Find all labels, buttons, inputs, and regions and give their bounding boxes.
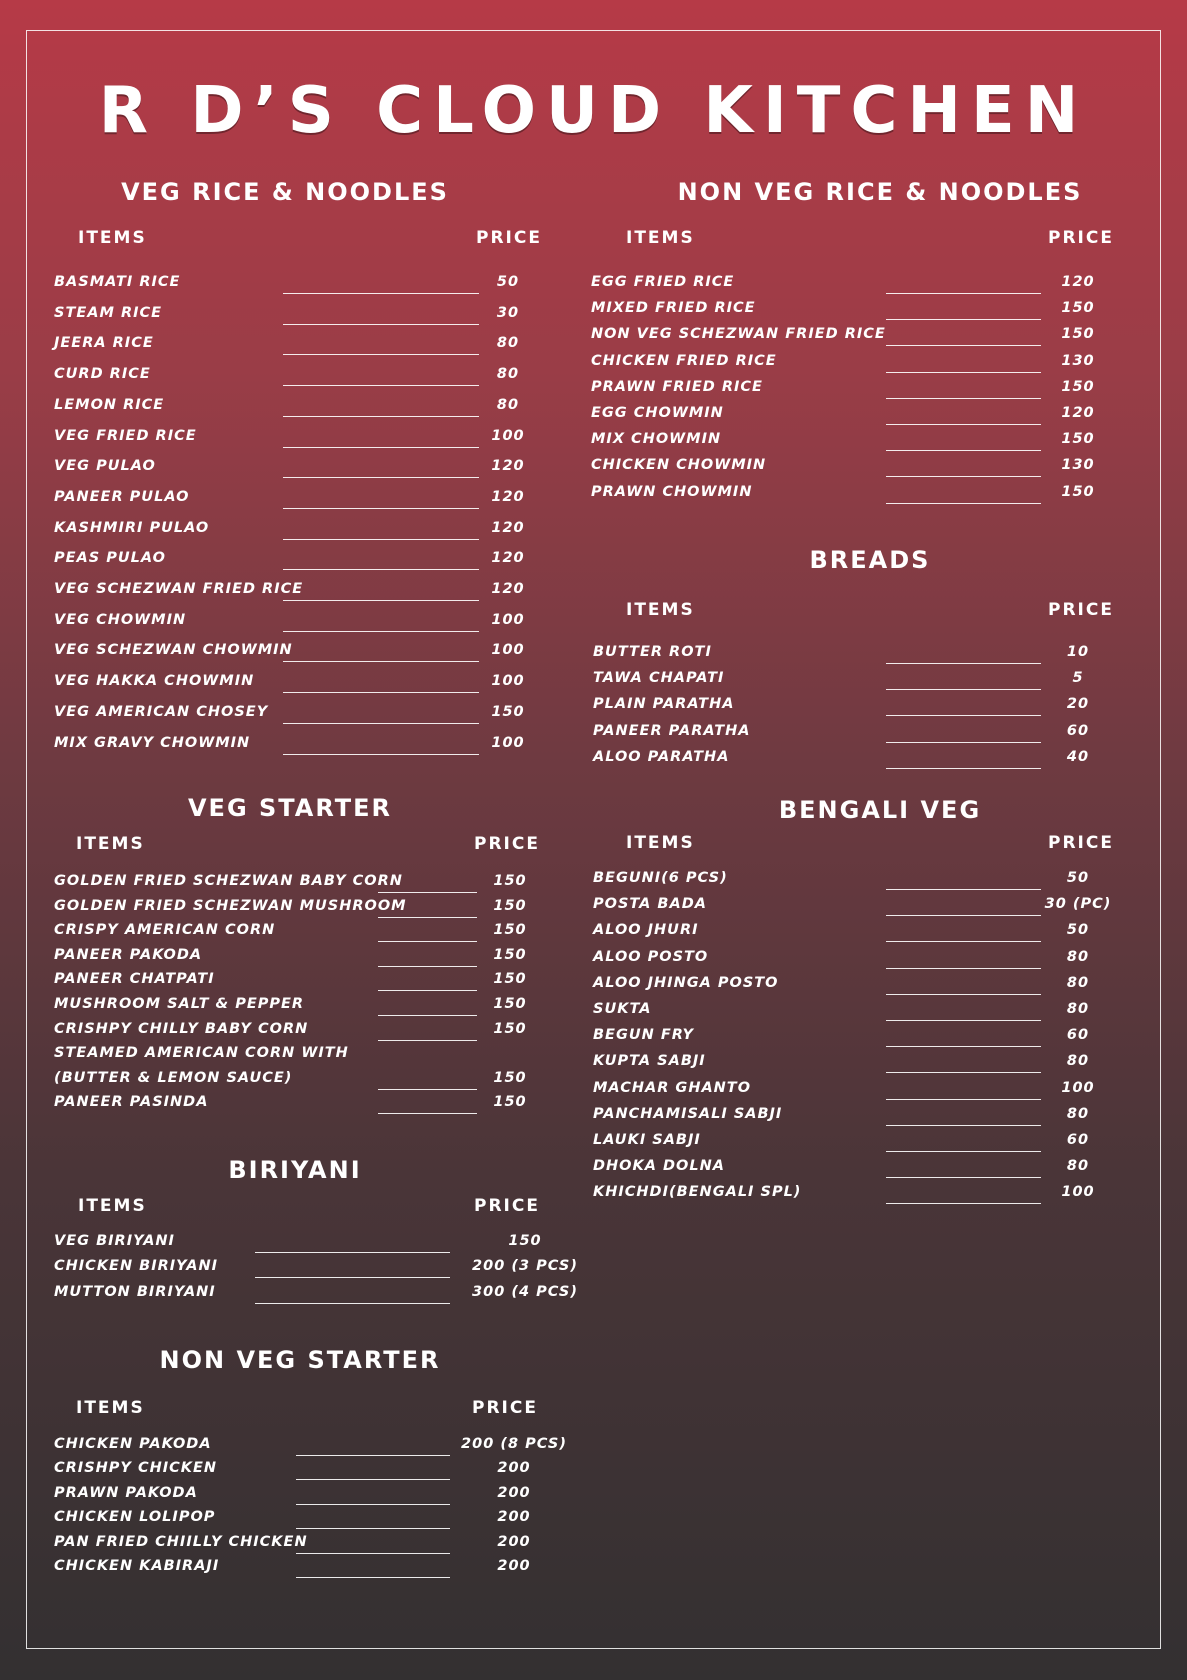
- menu-item-price: 150: [1061, 378, 1095, 395]
- leader-line: [886, 293, 1041, 294]
- menu-item-name: CHICKEN LOLIPOP: [54, 1509, 216, 1526]
- menu-item-price: 60: [1066, 1132, 1090, 1148]
- menu-item-price: 30 (PC): [1044, 896, 1112, 913]
- menu-item-name: ALOO PARATHA: [593, 748, 730, 765]
- leader-line: [886, 450, 1041, 451]
- menu-item-name: PANEER PARATHA: [593, 722, 751, 739]
- leader-line: [886, 968, 1041, 969]
- leader-line: [886, 1203, 1041, 1204]
- leader-line: [886, 768, 1041, 769]
- menu-item-name: CHICKEN BIRIYANI: [54, 1258, 219, 1275]
- leader-line: [886, 476, 1041, 477]
- menu-item-price: 5: [1072, 670, 1084, 687]
- menu-item-name: MIX CHOWMIN: [591, 431, 722, 448]
- menu-item-price: 50: [1066, 922, 1090, 939]
- menu-item-price: 100: [491, 642, 525, 659]
- menu-item-name: (BUTTER & LEMON SAUCE): [54, 1069, 293, 1086]
- menu-item-price: 130: [1061, 457, 1095, 474]
- leader-line: [283, 293, 479, 294]
- price-header: PRICE: [476, 228, 542, 248]
- menu-item-name: SUKTA: [593, 1001, 652, 1017]
- menu-item-name: CHICKEN FRIED RICE: [591, 352, 777, 369]
- leader-line: [296, 1479, 450, 1480]
- menu-item-price: 120: [491, 581, 525, 597]
- section-title: BENGALI VEG: [778, 796, 982, 824]
- leader-line: [886, 994, 1041, 995]
- menu-item-price: 150: [493, 946, 527, 963]
- menu-item-price: 10: [1066, 644, 1090, 660]
- menu-item-price: 150: [1061, 431, 1095, 448]
- menu-item-price: 150: [1061, 300, 1095, 317]
- menu-item-name: KUPTA SABJI: [593, 1053, 706, 1070]
- menu-item-price: 300 (4 PCS): [472, 1283, 578, 1300]
- leader-line: [283, 754, 479, 755]
- menu-item-price: 150: [491, 703, 525, 720]
- leader-line: [886, 503, 1041, 504]
- menu-item-price: 60: [1066, 722, 1090, 739]
- leader-line: [283, 385, 479, 386]
- items-header: ITEMS: [78, 1196, 147, 1216]
- leader-line: [886, 889, 1041, 890]
- menu-item-name: POSTA BADA: [593, 896, 707, 913]
- leader-line: [886, 1177, 1041, 1178]
- menu-item-name: GOLDEN FRIED SCHEZWAN BABY CORN: [54, 873, 403, 889]
- leader-line: [296, 1504, 450, 1505]
- menu-item-price: 50: [496, 274, 520, 290]
- leader-line: [886, 663, 1041, 664]
- menu-item-price: 150: [493, 1020, 527, 1037]
- menu-item-name: PANEER PULAO: [54, 488, 190, 505]
- menu-item-price: 200: [497, 1460, 531, 1477]
- items-header: ITEMS: [626, 228, 695, 248]
- menu-item-price: 80: [1066, 974, 1090, 991]
- leader-line: [255, 1303, 450, 1304]
- menu-item-name: VEG CHOWMIN: [54, 611, 187, 628]
- leader-line: [283, 631, 479, 632]
- menu-item-price: 40: [1066, 748, 1090, 765]
- menu-item-name: STEAM RICE: [54, 304, 163, 321]
- menu-item-name: PRAWN FRIED RICE: [591, 378, 763, 395]
- menu-item-name: TAWA CHAPATI: [593, 670, 725, 687]
- menu-border: [26, 30, 1161, 1649]
- menu-item-name: VEG FRIED RICE: [54, 427, 197, 444]
- leader-line: [255, 1277, 450, 1278]
- menu-item-price: 200: [497, 1558, 531, 1574]
- price-header: PRICE: [474, 834, 540, 854]
- menu-item-price: 150: [493, 897, 527, 914]
- menu-item-price: 120: [1061, 274, 1095, 290]
- leader-line: [283, 569, 479, 570]
- menu-item-name: PANEER PASINDA: [54, 1094, 209, 1111]
- menu-item-price: 200 (3 PCS): [472, 1258, 578, 1275]
- leader-line: [283, 354, 479, 355]
- menu-item-price: 130: [1061, 352, 1095, 369]
- leader-line: [378, 1015, 477, 1016]
- menu-item-price: 20: [1066, 696, 1090, 713]
- price-header: PRICE: [472, 1398, 538, 1418]
- menu-item-price: 120: [491, 488, 525, 505]
- leader-line: [378, 1089, 477, 1090]
- menu-item-price: 120: [491, 458, 525, 475]
- leader-line: [886, 941, 1041, 942]
- items-header: ITEMS: [76, 1398, 145, 1418]
- leader-line: [283, 539, 479, 540]
- leader-line: [283, 477, 479, 478]
- menu-item-name: MACHAR GHANTO: [593, 1079, 752, 1096]
- menu-item-name: VEG BIRIYANI: [54, 1233, 175, 1249]
- section-title: BIRIYANI: [228, 1156, 362, 1184]
- section-title: NON VEG STARTER: [159, 1346, 441, 1374]
- menu-item-price: 80: [496, 396, 520, 413]
- menu-item-name: VEG SCHEZWAN CHOWMIN: [54, 642, 293, 659]
- section-title: NON VEG RICE & NOODLES: [677, 178, 1083, 206]
- price-header: PRICE: [1048, 600, 1114, 620]
- menu-item-name: PANEER CHATPATI: [54, 971, 215, 988]
- price-header: PRICE: [474, 1196, 540, 1216]
- menu-item-name: VEG HAKKA CHOWMIN: [54, 673, 255, 690]
- leader-line: [886, 915, 1041, 916]
- leader-line: [886, 372, 1041, 373]
- items-header: ITEMS: [626, 833, 695, 853]
- menu-item-name: DHOKA DOLNA: [593, 1158, 725, 1175]
- menu-item-price: 100: [1061, 1184, 1095, 1201]
- menu-item-name: PAN FRIED CHIILLY CHICKEN: [54, 1533, 308, 1550]
- leader-line: [378, 941, 477, 942]
- menu-item-name: PANCHAMISALI SABJI: [593, 1105, 783, 1122]
- menu-item-price: 100: [491, 427, 525, 444]
- leader-line: [378, 990, 477, 991]
- menu-item-price: 80: [496, 366, 520, 383]
- leader-line: [283, 692, 479, 693]
- menu-item-price: 80: [1066, 1158, 1090, 1175]
- menu-item-price: 100: [491, 611, 525, 628]
- menu-item-name: STEAMED AMERICAN CORN WITH: [54, 1045, 349, 1062]
- leader-line: [378, 966, 477, 967]
- leader-line: [283, 723, 479, 724]
- menu-item-price: 200: [497, 1509, 531, 1526]
- menu-item-name: PRAWN PAKODA: [54, 1484, 198, 1501]
- menu-item-name: ALOO POSTO: [593, 948, 709, 965]
- leader-line: [378, 917, 477, 918]
- menu-item-name: BUTTER ROTI: [593, 644, 712, 660]
- menu-item-name: BEGUN FRY: [593, 1027, 695, 1044]
- items-header: ITEMS: [626, 600, 695, 620]
- menu-item-name: PLAIN PARATHA: [593, 696, 735, 713]
- menu-item-name: BEGUNI(6 PCS): [593, 870, 728, 886]
- menu-item-price: 200: [497, 1484, 531, 1501]
- menu-item-price: 80: [1066, 1053, 1090, 1070]
- leader-line: [283, 600, 479, 601]
- leader-line: [886, 742, 1041, 743]
- menu-item-price: 150: [493, 1069, 527, 1086]
- menu-item-name: VEG PULAO: [54, 458, 156, 475]
- menu-item-price: 100: [491, 673, 525, 690]
- menu-item-name: PANEER PAKODA: [54, 946, 203, 963]
- leader-line: [283, 508, 479, 509]
- leader-line: [886, 345, 1041, 346]
- menu-item-name: CURD RICE: [54, 366, 151, 383]
- menu-item-name: EGG FRIED RICE: [591, 274, 735, 290]
- menu-item-price: 80: [1066, 948, 1090, 965]
- menu-item-price: 120: [1061, 405, 1095, 421]
- menu-item-price: 200: [497, 1533, 531, 1550]
- menu-item-name: LAUKI SABJI: [593, 1132, 701, 1148]
- menu-item-name: VEG AMERICAN CHOSEY: [54, 703, 269, 720]
- leader-line: [886, 1046, 1041, 1047]
- menu-item-name: CRISHPY CHILLY BABY CORN: [54, 1020, 309, 1037]
- menu-item-price: 150: [493, 996, 527, 1012]
- menu-item-name: CHICKEN KABIRAJI: [54, 1558, 220, 1574]
- menu-item-name: PEAS PULAO: [54, 550, 166, 567]
- menu-item-name: MIXED FRIED RICE: [591, 300, 756, 317]
- menu-item-name: KASHMIRI PULAO: [54, 519, 210, 536]
- leader-line: [296, 1455, 450, 1456]
- menu-item-price: 200 (8 PCS): [461, 1436, 567, 1452]
- menu-item-name: VEG SCHEZWAN FRIED RICE: [54, 581, 304, 597]
- leader-line: [886, 1125, 1041, 1126]
- section-title: VEG RICE & NOODLES: [121, 178, 449, 206]
- menu-item-price: 30: [496, 304, 520, 321]
- menu-item-price: 150: [1061, 326, 1095, 343]
- leader-line: [283, 661, 479, 662]
- leader-line: [886, 1072, 1041, 1073]
- menu-item-name: CHICKEN PAKODA: [54, 1436, 212, 1452]
- menu-item-name: LEMON RICE: [54, 396, 165, 413]
- menu-item-price: 150: [1061, 483, 1095, 500]
- items-header: ITEMS: [78, 228, 147, 248]
- leader-line: [886, 689, 1041, 690]
- menu-item-name: CHICKEN CHOWMIN: [591, 457, 767, 474]
- leader-line: [378, 1040, 477, 1041]
- leader-line: [886, 319, 1041, 320]
- leader-line: [283, 416, 479, 417]
- price-header: PRICE: [1048, 228, 1114, 248]
- leader-line: [283, 324, 479, 325]
- leader-line: [255, 1252, 450, 1253]
- leader-line: [886, 1020, 1041, 1021]
- leader-line: [296, 1553, 450, 1554]
- menu-item-price: 100: [491, 734, 525, 751]
- menu-item-price: 50: [1066, 870, 1090, 886]
- menu-item-price: 120: [491, 519, 525, 536]
- menu-item-price: 150: [493, 971, 527, 988]
- menu-item-price: 60: [1066, 1027, 1090, 1044]
- menu-item-name: ALOO JHURI: [593, 922, 699, 939]
- menu-item-price: 100: [1061, 1079, 1095, 1096]
- menu-item-price: 80: [1066, 1105, 1090, 1122]
- menu-item-name: MUTTON BIRIYANI: [54, 1283, 216, 1300]
- menu-item-name: NON VEG SCHEZWAN FRIED RICE: [591, 326, 886, 343]
- menu-item-name: ALOO JHINGA POSTO: [593, 974, 779, 991]
- menu-item-name: JEERA RICE: [54, 335, 154, 352]
- menu-item-name: CRISPY AMERICAN CORN: [54, 922, 276, 939]
- leader-line: [886, 1151, 1041, 1152]
- menu-item-price: 150: [493, 1094, 527, 1111]
- menu-item-price: 150: [493, 873, 527, 889]
- menu-item-price: 120: [491, 550, 525, 567]
- menu-item-price: 80: [496, 335, 520, 352]
- menu-item-name: GOLDEN FRIED SCHEZWAN MUSHROOM: [54, 897, 407, 914]
- menu-item-name: MIX GRAVY CHOWMIN: [54, 734, 251, 751]
- menu-item-name: BASMATI RICE: [54, 274, 181, 290]
- leader-line: [296, 1528, 450, 1529]
- menu-item-name: CRISHPY CHICKEN: [54, 1460, 218, 1477]
- section-title: BREADS: [809, 546, 931, 574]
- leader-line: [283, 447, 479, 448]
- leader-line: [886, 715, 1041, 716]
- restaurant-title: R D’S CLOUD KITCHEN: [98, 74, 1089, 148]
- menu-item-price: 150: [493, 922, 527, 939]
- menu-item-name: EGG CHOWMIN: [591, 405, 724, 421]
- section-title: VEG STARTER: [187, 794, 393, 822]
- menu-item-name: MUSHROOM SALT & PEPPER: [54, 996, 305, 1012]
- leader-line: [296, 1577, 450, 1578]
- menu-item-name: PRAWN CHOWMIN: [591, 483, 753, 500]
- menu-item-name: KHICHDI(BENGALI SPL): [593, 1184, 802, 1201]
- leader-line: [886, 1099, 1041, 1100]
- leader-line: [378, 892, 477, 893]
- items-header: ITEMS: [76, 834, 145, 854]
- leader-line: [886, 424, 1041, 425]
- leader-line: [886, 398, 1041, 399]
- leader-line: [378, 1113, 477, 1114]
- price-header: PRICE: [1048, 833, 1114, 853]
- menu-item-price: 80: [1066, 1001, 1090, 1017]
- menu-item-price: 150: [508, 1233, 542, 1249]
